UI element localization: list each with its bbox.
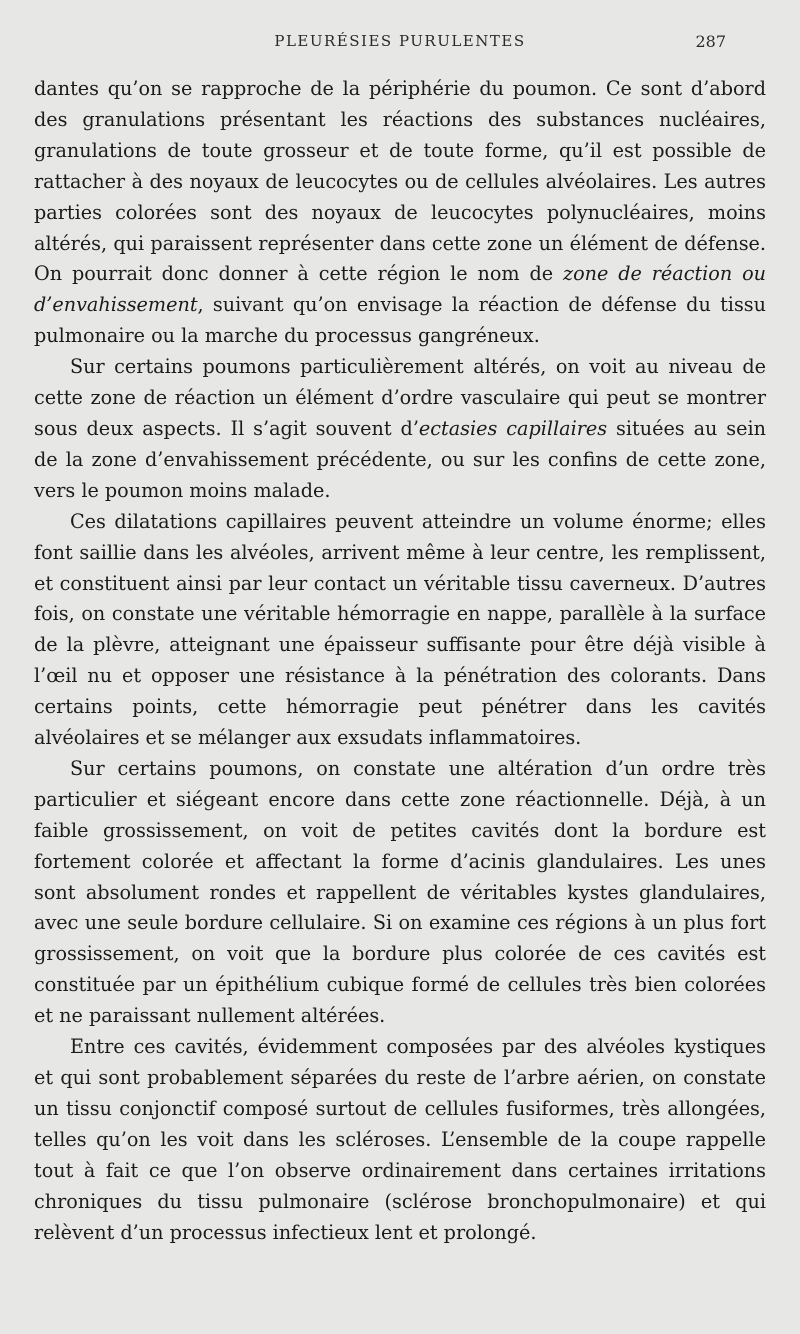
paragraph-2: [34, 352, 766, 507]
paragraph-1-text-b: , suivant qu’on envisage la réaction de défense du tissu pulmonaire ou la marche du processus gangréneux.: [34, 293, 766, 348]
page-number: 287: [695, 32, 726, 51]
body-text: [34, 74, 766, 1248]
paragraph-2-italic-term: ectasies capillaires: [418, 416, 608, 440]
running-title: PLEURÉSIES PURULENTES: [274, 32, 526, 50]
running-header: [34, 32, 766, 54]
paragraph-5: Entre ces cavités, évidemment composées par des alvéoles kystiques et qui sont probablement séparées du reste de l’arbre aérien, on constate un tissu conjonctif composé surtout de cellules fusiformes, très allongées, telles qu’on les voit dans les scléroses. L’ensemble de la coupe rappelle tout à fait ce que l’on observe ordinairement dans certaines irritations chroniques du tissu pulmonaire (sclérose bronchopulmonaire) et qui relèvent d’un processus infectieux lent et prolongé.: [34, 1035, 766, 1244]
paragraph-2-text-b: situées au sein de la zone d’envahissement précédente, ou sur les confins de cette zone, vers le poumon moins malade.: [34, 416, 766, 502]
paragraph-1-italic-term: zone de réaction ou d’envahissement: [34, 262, 766, 317]
paragraph-2-text-a: Sur certains poumons particulièrement altérés, on voit au niveau de cette zone de réaction un élément d’ordre vasculaire qui peut se montrer sous deux aspects. Il s’agit souvent d’: [34, 355, 766, 440]
paragraph-4: Sur certains poumons, on constate une altération d’un ordre très particulier et siégeant encore dans cette zone réactionnelle. Déjà, à un faible grossissement, on voit de petites cavités dont la bordure est fortement colorée et affectant la forme d’acinis glandulaires. Les unes sont absolument rondes et rappellent de véritables kystes glandulaires, avec une seule bordure cellulaire. Si on examine ces régions à un plus fort grossissement, on voit que la bordure plus colorée de ces cavités est constituée par un épithélium cubique formé de cellules très bien colorées et ne paraissant nullement altérées.: [34, 756, 766, 1028]
paragraph-1: [34, 74, 766, 352]
paragraph-1-text-a: dantes qu’on se rapproche de la périphérie du poumon. Ce sont d’abord des granulations présentant les réactions des substances nucléaires, granulations de toute grosseur et de toute forme, qu’il est possible de rattacher à des noyaux de leucocytes ou de cellules alvéolaires. Les autres parties colorées sont des noyaux de leucocytes polynucléaires, moins altérés, qui paraissent représenter dans cette zone un élément de défense. On pourrait donc donner à cette région le nom de: [34, 77, 766, 286]
paragraph-3: Ces dilatations capillaires peuvent atteindre un volume énorme; elles font saillie dans les alvéoles, arrivent même à leur centre, les remplissent, et constituent ainsi par leur contact un véritable tissu caverneux. D’autres fois, on constate une véritable hémorragie en nappe, parallèle à la surface de la plèvre, atteignant une épaisseur suffisante pour être déjà visible à l’œil nu et opposer une résistance à la pénétration des colorants. Dans certains points, cette hémorragie peut pénétrer dans les cavités alvéolaires et se mélanger aux exsudats inflammatoires.: [34, 509, 766, 750]
